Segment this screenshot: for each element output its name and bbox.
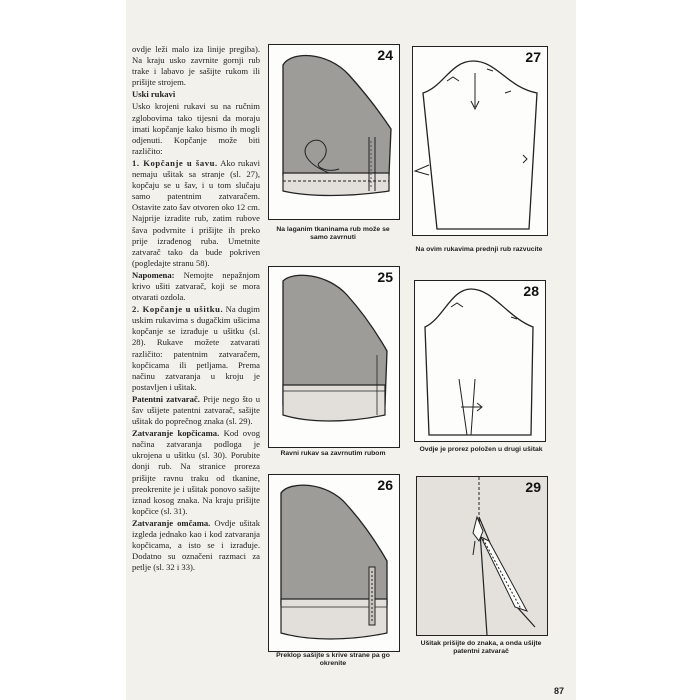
figure-29-caption: Ušitak prišijte do znaka, a onda ušijte patentni zatvarač bbox=[420, 640, 542, 655]
napomena-text: Nemojte nepažnjom krivo ušiti zatvarač, koji se mora otvarati ozdola. bbox=[132, 269, 260, 303]
napomena-label: Napomena: bbox=[132, 269, 175, 280]
paragraph-omcama bbox=[132, 518, 260, 573]
figure-27-caption: Na ovim rukavima prednji rub razvucite bbox=[415, 246, 543, 253]
figure-26 bbox=[268, 474, 400, 652]
sleeve-facing-illustration bbox=[269, 475, 399, 651]
patentni-text: Prije nego što u šav ušijete patentni zatvarač, sašijte ušitak do poprečnog znaka (sl. 29). bbox=[132, 393, 260, 427]
paragraph-uski: Usko krojeni rukavi su na ručnim zglobovima tako tijesni da moraju imati kopčanje kako bismo ih mogli odjenuti. Kopčanje može biti različito: bbox=[132, 101, 260, 156]
page-number: 87 bbox=[553, 686, 564, 696]
patentni-label: Patentni zatvarač. bbox=[132, 393, 200, 404]
figure-25-number: 25 bbox=[377, 269, 393, 285]
book-page bbox=[126, 0, 576, 700]
figure-28-number: 28 bbox=[523, 283, 539, 299]
item1-text: Ako rukavi nemaju ušitak sa stranje (sl. 27), kopčaju se u šav, i u tom slučaju samo patentnim zatvaračem. Ostavite zato šav otvoren oko 12 cm. Najprije izradite rub, zatim rubove šava podvrnite i prišijte ih preko prije izrađenog ruba. Umetnite zatvarač tako da bude pokriven (pogledajte stranu 58). bbox=[132, 157, 260, 268]
figure-24-number: 24 bbox=[377, 47, 393, 63]
sleeve-hem-illustration bbox=[269, 45, 399, 219]
item2-label: 2. Kopčanje u ušitku. bbox=[132, 304, 224, 315]
item2-text: Na dugim uskim rukavima s dugačkim ušicima kopčanje se izrađuje u ušitku (sl. 28). Rukave možete zatvarati različito: patentnim zatvaračem, kopčicama ili petljama. Prema načinu zatvaranja u kroju je postavljen i ušitak. bbox=[132, 304, 260, 392]
figure-29 bbox=[416, 476, 548, 636]
figure-26-number: 26 bbox=[377, 477, 393, 493]
figure-27-number: 27 bbox=[525, 49, 541, 65]
figure-27 bbox=[412, 46, 548, 236]
heading-uski-rukavi: Uski rukavi bbox=[132, 89, 176, 100]
figure-28 bbox=[414, 280, 546, 442]
paragraph-item1 bbox=[132, 158, 260, 269]
figure-26-caption: Preklop sašijte s krive strane pa go okrenite bbox=[276, 652, 390, 667]
figure-28-caption: Ovdje je prorez položen u drugi ušitak bbox=[419, 446, 543, 453]
kopcicama-text: Kod ovog načina zatvaranja podloga je ukrojena u ušitku (sl. 30). Porubite donji rub. Na stranice proreza prišijte ravnu traku od tkanine, preokrenite je i ušitak ponovo sašijte iznad kosog znaka. Na kraju prišijte kopčice (sl. 31). bbox=[132, 428, 260, 516]
zipper-illustration bbox=[417, 477, 547, 635]
figure-25-caption: Ravni rukav sa zavrnutim rubom bbox=[280, 450, 386, 457]
paragraph-napomena bbox=[132, 270, 260, 303]
figure-24-caption: Na laganim tkaninama rub može se samo zavrnuti bbox=[276, 226, 390, 241]
sleeve-straight-illustration bbox=[269, 267, 399, 447]
sleeve-pattern-28 bbox=[415, 281, 545, 441]
paragraph-intro: ovdje leži malo iza linije pregiba). Na kraju usko zavrnite gornji rub trake i labavo je sašijte rukom ili prišijte strojem. bbox=[132, 44, 260, 88]
paragraph-item2 bbox=[132, 304, 260, 393]
text-column bbox=[132, 44, 260, 574]
figure-29-number: 29 bbox=[525, 479, 541, 495]
figure-24 bbox=[268, 44, 400, 220]
item1-label: 1. Kopčanje u šavu. bbox=[132, 157, 218, 168]
sleeve-pattern-27 bbox=[413, 47, 547, 235]
omcama-text: Ovdje ušitak izgleda jednako kao i kod zatvaranja kopčicama, a isto se i izrađuje. Dodatno su označeni razmaci za petlje (sl. 32 i 33). bbox=[132, 517, 260, 573]
figure-25 bbox=[268, 266, 400, 448]
omcama-label: Zatvaranje omčama. bbox=[132, 517, 211, 528]
kopcicama-label: Zatvaranje kopčicama. bbox=[132, 428, 220, 439]
paragraph-kopcicama bbox=[132, 428, 260, 517]
paragraph-patentni bbox=[132, 394, 260, 427]
